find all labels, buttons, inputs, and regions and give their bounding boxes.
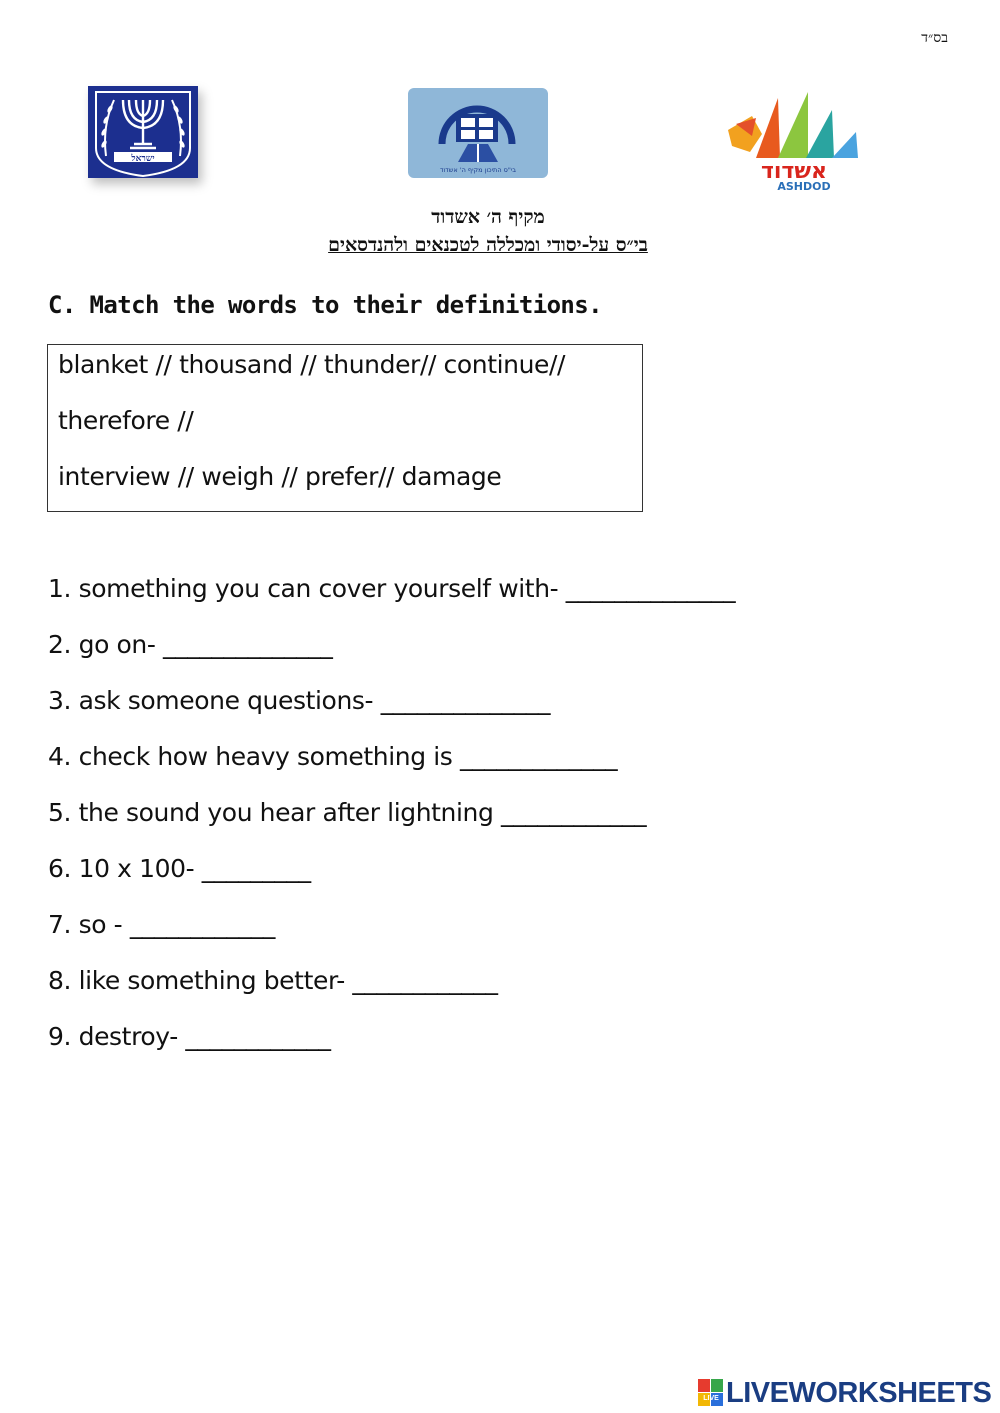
school-logo-icon <box>408 88 548 178</box>
watermark-prefix: LIVE <box>703 1395 719 1402</box>
watermark-text: LIVEWORKSHEETS <box>726 1376 992 1409</box>
israel-emblem-logo <box>88 86 198 178</box>
question-1[interactable]: 1. something you can cover yourself with- ______________ <box>48 574 736 603</box>
ashdod-sails-icon <box>722 88 864 192</box>
question-9[interactable]: 9. destroy- ____________ <box>48 1022 331 1051</box>
emblem-text: ישראל <box>131 154 155 164</box>
question-2[interactable]: 2. go on- ______________ <box>48 630 333 659</box>
word-bank-line: blanket // thousand // thunder// continue// <box>58 350 566 379</box>
question-7[interactable]: 7. so - ____________ <box>48 910 276 939</box>
menorah-icon <box>88 86 198 178</box>
city-logo-latin: ASHDOD <box>777 180 831 192</box>
word-bank-line: therefore // <box>58 406 194 435</box>
word-bank-line: interview // weigh // prefer// damage <box>58 462 502 491</box>
corner-note: בס״ד <box>921 30 948 46</box>
ashdod-city-logo <box>722 88 864 192</box>
question-6[interactable]: 6. 10 x 100- _________ <box>48 854 311 883</box>
word-bank-box <box>47 344 643 512</box>
question-5[interactable]: 5. the sound you hear after lightning ____________ <box>48 798 647 827</box>
question-3[interactable]: 3. ask someone questions- ______________ <box>48 686 551 715</box>
liveworksheets-logo-icon <box>698 1379 724 1407</box>
liveworksheets-watermark <box>698 1375 991 1411</box>
school-subtitle: בי״ס על-יסודי ומכללה לטכנאים ולהנדסאים <box>328 234 648 256</box>
section-title: C. Match the words to their definitions. <box>48 291 602 319</box>
school-header <box>0 203 976 259</box>
school-name: מקיף ה׳ אשדוד <box>431 206 545 228</box>
school-logo <box>408 88 548 178</box>
question-4[interactable]: 4. check how heavy something is _____________ <box>48 742 618 771</box>
school-logo-text: בי"ס התיכון מקיף ה' אשדוד <box>439 166 517 174</box>
question-8[interactable]: 8. like something better- ____________ <box>48 966 498 995</box>
city-logo-text: אשדוד <box>760 159 828 184</box>
